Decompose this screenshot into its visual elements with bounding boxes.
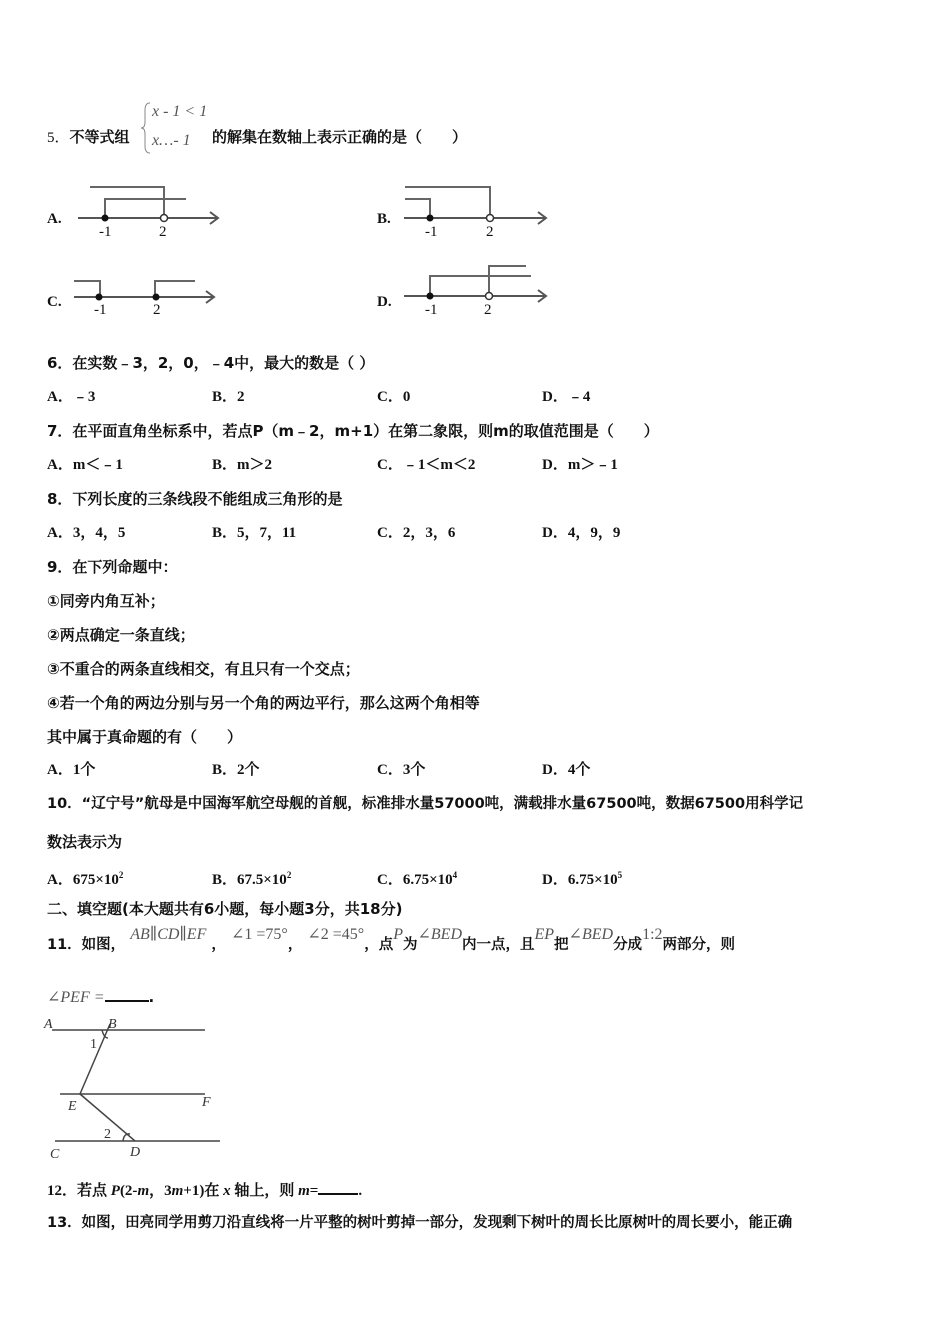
text: . — [148, 988, 155, 1006]
q9-option-a[interactable]: A．1个 — [47, 762, 96, 778]
q6-option-b[interactable]: B．2 — [212, 389, 245, 405]
tick-label: 2 — [159, 224, 167, 240]
q6-option-a[interactable]: A．﹣3 — [47, 389, 96, 405]
exponent: 5 — [617, 870, 623, 880]
math-expr: 1:2 — [642, 926, 663, 943]
math-var: m — [171, 1183, 184, 1199]
q10-option-b[interactable] — [212, 865, 291, 890]
text: 内一点，且 — [462, 937, 535, 953]
q9-item: ②两点确定一条直线； — [47, 626, 195, 644]
tick-label: 2 — [153, 302, 161, 318]
q8-option-c[interactable]: C．2，3，6 — [377, 525, 456, 541]
q6-option-c[interactable]: C．0 — [377, 389, 411, 405]
math-var: m — [137, 1183, 150, 1199]
text: +1)在 — [183, 1183, 224, 1199]
label-e: E — [68, 1099, 77, 1114]
q5-option-a-label[interactable]: A. — [47, 211, 62, 227]
number-line-a[interactable] — [70, 180, 230, 250]
exponent: 2 — [118, 870, 124, 880]
math-expr: ∠BED — [417, 926, 462, 943]
text: 为 — [402, 937, 418, 953]
option-text: A．675×10 — [47, 872, 119, 888]
math-expr: ∠2 =45° — [307, 926, 365, 943]
number-line-b[interactable] — [400, 180, 560, 250]
q9-option-b[interactable]: B．2个 — [212, 762, 260, 778]
q5-number: 5． — [47, 130, 70, 146]
tick-label: 2 — [486, 224, 494, 240]
math-expr: ∠1 =75° — [230, 926, 288, 943]
q12-stem — [47, 1179, 362, 1201]
text: 12．若点 — [47, 1183, 111, 1199]
text: 轴上，则 — [230, 1183, 299, 1199]
q9-option-c[interactable]: C．3个 — [377, 762, 426, 778]
text: ， — [287, 937, 303, 953]
tick-label: -1 — [425, 224, 438, 240]
q11-stem — [47, 926, 736, 955]
angle-2-label: 2 — [104, 1127, 111, 1142]
option-text: B．67.5×10 — [212, 872, 287, 888]
text: ，3 — [149, 1183, 172, 1199]
q9-item: ①同旁内角互补； — [47, 592, 165, 610]
q5-option-b-label[interactable]: B. — [377, 211, 391, 227]
math-var: m — [298, 1183, 310, 1199]
q10-stem-2: 数法表示为 — [47, 833, 123, 851]
q6-option-d[interactable]: D．﹣4 — [542, 389, 591, 405]
tick-label: -1 — [99, 224, 112, 240]
text: = — [309, 1183, 319, 1199]
q8-option-b[interactable]: B．5，7，11 — [212, 525, 297, 541]
tick-label: -1 — [94, 302, 107, 318]
q7-option-b[interactable]: B．m＞2 — [212, 457, 273, 473]
answer-blank[interactable] — [318, 1179, 358, 1195]
q7-stem: 7．在平面直角坐标系中，若点P（m﹣2，m+1）在第二象限，则m的取值范围是（ ） — [47, 422, 659, 440]
text: ，点 — [364, 937, 394, 953]
exponent: 4 — [452, 870, 458, 880]
q9-question: 其中属于真命题的有（ ） — [47, 728, 243, 746]
math-expr: ∠PEF = — [47, 989, 105, 1006]
label-b: B — [108, 1017, 117, 1032]
label-a: A — [44, 1017, 53, 1032]
text: . — [358, 1183, 363, 1199]
system-line-1: x - 1 < 1 — [152, 103, 208, 120]
tick-label: -1 — [425, 302, 438, 318]
text: 两部分，则 — [662, 937, 736, 953]
q7-option-c[interactable]: C．﹣1＜m＜2 — [377, 457, 476, 473]
q7-option-a[interactable]: A．m＜﹣1 — [47, 457, 123, 473]
text: ， — [211, 937, 226, 953]
parallel-lines-figure — [40, 1012, 230, 1167]
q10-option-a[interactable] — [47, 865, 123, 890]
math-var: P — [110, 1183, 120, 1199]
q8-option-a[interactable]: A．3，4，5 — [47, 525, 126, 541]
math-var: x — [223, 1183, 231, 1199]
q10-stem: 10．“辽宁号”航母是中国海军航空母舰的首舰，标准排水量57000吨，满载排水量67500吨，数据67500用科学记 — [47, 796, 804, 812]
section-2-heading: 二、填空题(本大题共有6小题，每小题3分，共18分) — [47, 900, 403, 918]
option-text: D．6.75×10 — [542, 872, 618, 888]
label-d: D — [130, 1145, 141, 1160]
exponent: 2 — [286, 870, 292, 880]
answer-blank[interactable] — [105, 986, 149, 1002]
option-text: C．6.75×10 — [377, 872, 453, 888]
q9-stem: 9．在下列命题中： — [47, 558, 178, 576]
q5-stem — [47, 127, 130, 148]
system-line-2: x…- 1 — [152, 132, 191, 149]
q10-option-c[interactable] — [377, 865, 457, 890]
q9-option-d[interactable]: D．4个 — [542, 762, 591, 778]
label-f: F — [202, 1095, 211, 1110]
q5-suffix: 的解集在数轴上表示正确的是（ ） — [212, 128, 468, 146]
q5-option-d-label[interactable]: D. — [377, 294, 392, 310]
q10-option-d[interactable] — [542, 865, 622, 890]
angle-1-label: 1 — [90, 1037, 97, 1052]
q8-stem: 8．下列长度的三条线段不能组成三角形的是 — [47, 490, 343, 508]
text: 分成 — [613, 937, 643, 953]
tick-label: 2 — [484, 302, 492, 318]
q8-option-d[interactable]: D．4，9，9 — [542, 525, 621, 541]
math-expr: P — [393, 926, 403, 943]
text: 把 — [554, 937, 569, 953]
math-expr: AB∥CD∥EF — [130, 926, 207, 943]
q9-item: ④若一个角的两边分别与另一个角的两边平行，那么这两个角相等 — [47, 694, 480, 712]
math-expr: ∠BED — [568, 926, 614, 943]
q13-stem: 13．如图，田亮同学用剪刀沿直线将一片平整的树叶剪掉一部分，发现剩下树叶的周长比原树叶的周长要小，能正确 — [47, 1215, 793, 1231]
number-line-d[interactable] — [400, 260, 560, 320]
q11-number: 11．如图， — [47, 937, 126, 953]
q11-answer-line — [47, 986, 154, 1008]
q9-item: ③不重合的两条直线相交，有且只有一个交点； — [47, 660, 360, 678]
q5-prefix: 不等式组 — [69, 128, 130, 146]
label-c: C — [50, 1147, 60, 1162]
q7-option-d[interactable]: D．m＞﹣1 — [542, 457, 618, 473]
math-expr: EP — [534, 926, 555, 943]
text: (2- — [119, 1183, 138, 1199]
q6-stem: 6．在实数﹣3，2，0，﹣4中，最大的数是（ ） — [47, 354, 375, 372]
q5-option-c-label[interactable]: C. — [47, 294, 62, 310]
